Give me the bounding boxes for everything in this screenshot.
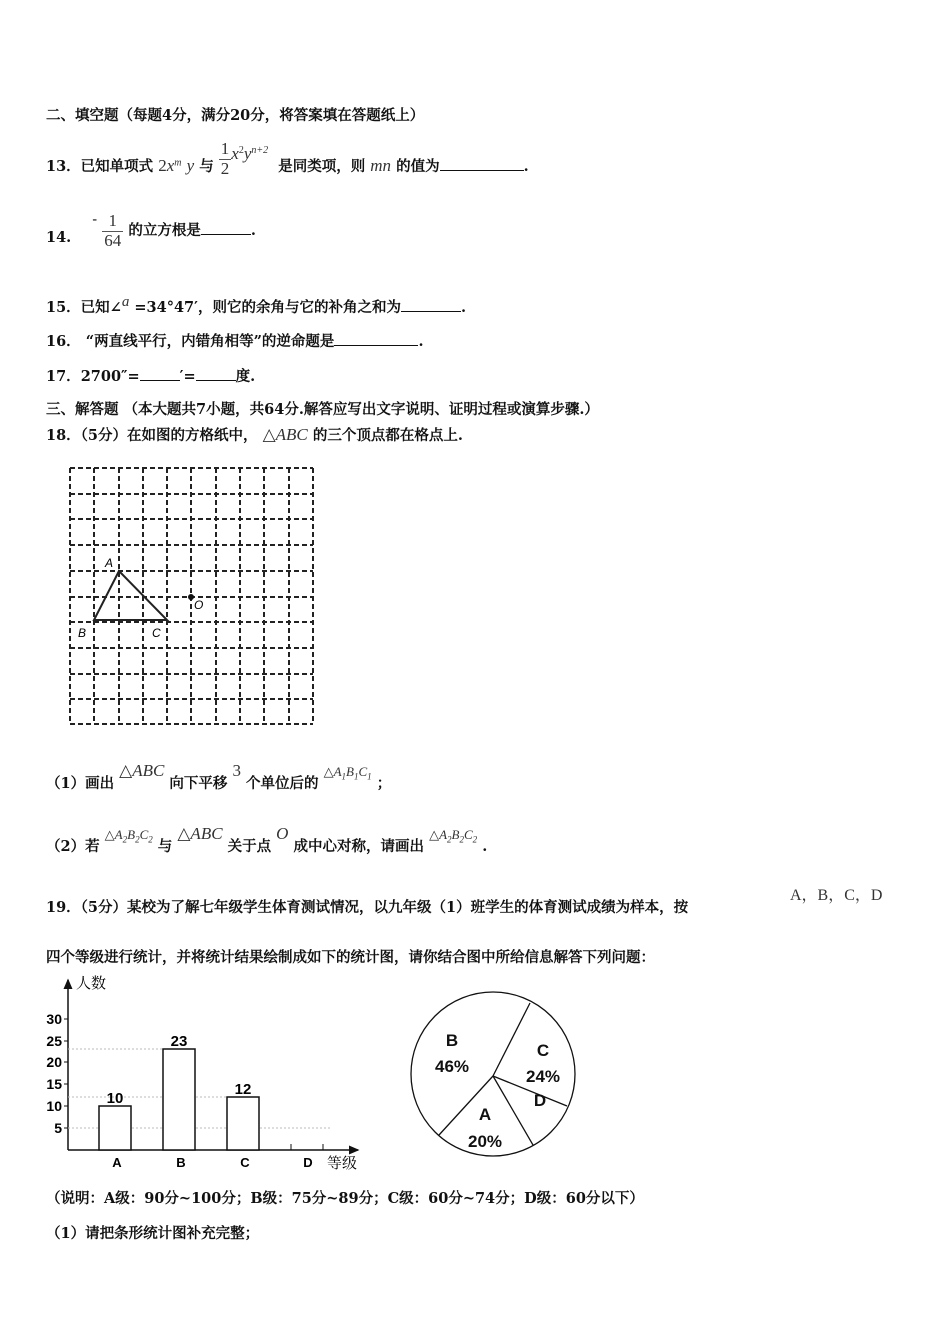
q18-p2-mid2: 关于点 xyxy=(227,838,272,855)
pie-label-b: B xyxy=(445,1031,459,1050)
q19-note: （说明：A级：90分~100分；B级：75分~89分；C级：60分~74分；D级：60分以下） xyxy=(46,1190,644,1207)
bar-b xyxy=(163,1049,195,1150)
triangle-abc xyxy=(94,571,167,620)
q13-var: mn xyxy=(370,156,392,176)
q13-y2: y xyxy=(243,144,252,164)
q18-p2-end: . xyxy=(482,838,488,855)
x-axis-label: 等级 xyxy=(327,1155,358,1172)
xtick-b: B xyxy=(176,1155,186,1170)
q19-line-2: 四个等级进行统计，并将统计结果绘制成如下的统计图，请你结合图中所给信息解答下列问题： xyxy=(46,949,655,966)
q13-y: y xyxy=(186,156,195,176)
q13-tail: 的值为 xyxy=(396,158,440,176)
q15-prefix: 15．已知∠ xyxy=(46,299,122,316)
q18-p2-mid3: 成中心对称，请画出 xyxy=(293,838,425,855)
q14-frac-den: 64 xyxy=(104,230,122,250)
ytick-25: 25 xyxy=(46,1033,62,1049)
q15-answer-blank[interactable] xyxy=(401,310,461,312)
ytick-30: 30 xyxy=(46,1011,62,1027)
q16-answer-blank[interactable] xyxy=(334,344,418,346)
q13-prefix: 13．已知单项式 xyxy=(46,158,154,176)
q18-p1-end: ； xyxy=(376,775,392,792)
q13-conj: 与 xyxy=(199,158,214,176)
pie-label-a: A xyxy=(478,1105,492,1124)
question-17 xyxy=(46,365,255,386)
q14-sign: - xyxy=(92,212,98,228)
bar-c xyxy=(227,1097,259,1150)
xtick-a: A xyxy=(112,1155,122,1170)
q14-answer-blank[interactable] xyxy=(201,233,251,235)
xtick-c: C xyxy=(240,1155,250,1170)
q13-x: x xyxy=(166,156,175,176)
q18-p1-mid: 向下平移 xyxy=(169,775,228,792)
question-18 xyxy=(46,424,463,445)
q18-p1-triangle: △ABC xyxy=(119,761,165,780)
q18-p1-mid2: 个单位后的 xyxy=(246,775,319,792)
q18-prefix: 18．（5分）在如图的方格纸中， xyxy=(46,427,258,444)
section-2-heading: 二、填空题（每题4分，满分20分，将答案填在答题纸上） xyxy=(46,107,425,124)
ytick-20: 20 xyxy=(46,1054,62,1070)
bar-chart xyxy=(40,970,370,1175)
bar-a-value: 10 xyxy=(106,1090,124,1107)
q15-text: =34°47′，则它的余角与它的补角之和为 xyxy=(134,299,401,316)
pie-chart xyxy=(400,990,590,1160)
q14-end: . xyxy=(250,222,256,240)
xtick-d: D xyxy=(303,1155,313,1170)
q15-end: . xyxy=(460,299,467,316)
q13-exp-m: m xyxy=(174,157,182,169)
ytick-5: 5 xyxy=(54,1120,62,1136)
question-16 xyxy=(46,330,424,351)
pie-pct-c: 24% xyxy=(525,1067,561,1086)
q19-part-1: （1）请把条形统计图补充完整； xyxy=(46,1225,260,1242)
q16-end: . xyxy=(418,333,424,350)
q17-degrees-blank[interactable] xyxy=(196,379,236,381)
pie-label-c: C xyxy=(536,1041,550,1060)
q13-mid: 是同类项，则 xyxy=(278,158,366,176)
question-15 xyxy=(46,296,466,317)
q18-part-1 xyxy=(46,761,392,794)
q18-p2-triangle: △ABC xyxy=(177,824,223,843)
q16-text: “两直线平行，内错角相等”的逆命题是 xyxy=(85,333,335,350)
q15-alpha: a xyxy=(121,294,130,310)
label-c: C xyxy=(152,626,161,640)
q18-p2-mid: 与 xyxy=(157,838,173,855)
bar-a xyxy=(99,1106,131,1150)
question-14 xyxy=(46,212,256,250)
q14-fraction xyxy=(102,212,123,250)
q17-prefix: 17． xyxy=(46,368,81,385)
label-b: B xyxy=(78,626,87,640)
q17-pre: 2700″= xyxy=(80,368,140,385)
q18-p2-point: O xyxy=(276,824,289,843)
pie-label-d: D xyxy=(533,1091,547,1110)
q14-text: 的立方根是 xyxy=(128,222,201,240)
grid-figure xyxy=(60,455,340,735)
q18-p1-pre: （1）画出 xyxy=(46,775,115,792)
q19-text-1: 19．（5分）某校为了解七年级学生体育测试情况，以九年级（1）班学生的体育测试成绩为样本，按 xyxy=(46,899,689,916)
label-a: A xyxy=(105,556,114,570)
q19-grades: A，B，C，D xyxy=(790,887,883,904)
q13-x2-exp: 2 xyxy=(238,145,244,157)
q18-p1-triangle-1: $\triangle A_1B_1C_1$ xyxy=(323,764,372,782)
q14-prefix: 14. xyxy=(46,229,72,247)
q18-p2-pre: （2）若 xyxy=(46,838,100,855)
bar-c-value: 12 xyxy=(234,1081,252,1098)
q16-prefix: 16． xyxy=(46,333,81,350)
q18-triangle: △ABC xyxy=(262,425,308,444)
q13-frac-den: 2 xyxy=(220,158,230,178)
question-13 xyxy=(46,139,529,186)
q18-p2-triangle-2b: $\triangle A_2B_2C_2$ xyxy=(429,827,478,845)
q13-answer-blank[interactable] xyxy=(440,169,524,171)
q13-y2-exp: n+2 xyxy=(251,145,269,157)
q13-end: . xyxy=(523,158,529,176)
q14-frac-num: 1 xyxy=(102,212,123,232)
y-axis-label: 人数 xyxy=(76,975,107,992)
q18-text: 的三个顶点都在格点上. xyxy=(312,427,463,444)
label-o: O xyxy=(194,598,204,612)
q13-x2: x xyxy=(231,144,239,164)
q13-coef: 2 xyxy=(158,156,167,176)
pie-pct-b: 46% xyxy=(434,1057,470,1076)
q17-tail: 度. xyxy=(235,368,256,385)
q19-line-1 xyxy=(46,896,688,917)
q13-frac-num: 1 xyxy=(220,139,230,158)
q18-p2-triangle-2: $\triangle A_2B_2C_2$ xyxy=(104,827,153,845)
ytick-15: 15 xyxy=(46,1076,62,1092)
ytick-10: 10 xyxy=(46,1098,62,1114)
q17-minutes-blank[interactable] xyxy=(140,379,180,381)
q18-p1-n: 3 xyxy=(232,761,241,780)
bar-b-value: 23 xyxy=(170,1033,188,1050)
pie-pct-a: 20% xyxy=(467,1132,503,1151)
section-3-heading: 三、解答题 （本大题共7小题，共64分.解答应写出文字说明、证明过程或演算步骤.） xyxy=(46,401,599,418)
q17-mid: ′= xyxy=(179,368,196,385)
q18-part-2 xyxy=(46,824,488,857)
q13-fraction xyxy=(219,140,232,178)
